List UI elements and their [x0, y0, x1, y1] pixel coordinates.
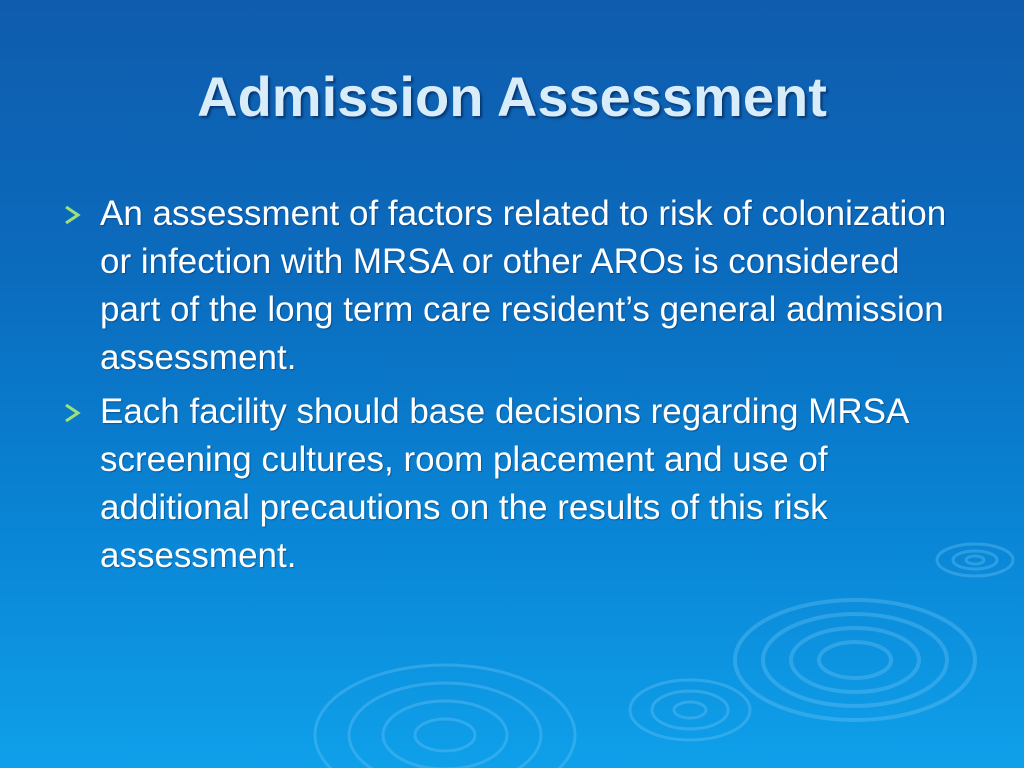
- arrow-bullet-icon: [62, 402, 84, 424]
- slide-title: Admission Assessment: [197, 65, 827, 128]
- bullet-text: Each facility should base decisions regarding MRSA screening cultures, room placement and use of additional precautions on the results of this risk assessment.: [100, 392, 908, 575]
- bullet-text: An assessment of factors related to risk of colonization or infection with MRSA or other AROs is considered part of the long term care resident’s general admission assessment.: [100, 194, 947, 377]
- list-item: [60, 190, 960, 382]
- list-item: [60, 388, 960, 580]
- bullet-list: [60, 190, 960, 586]
- arrow-bullet-icon: [62, 204, 84, 226]
